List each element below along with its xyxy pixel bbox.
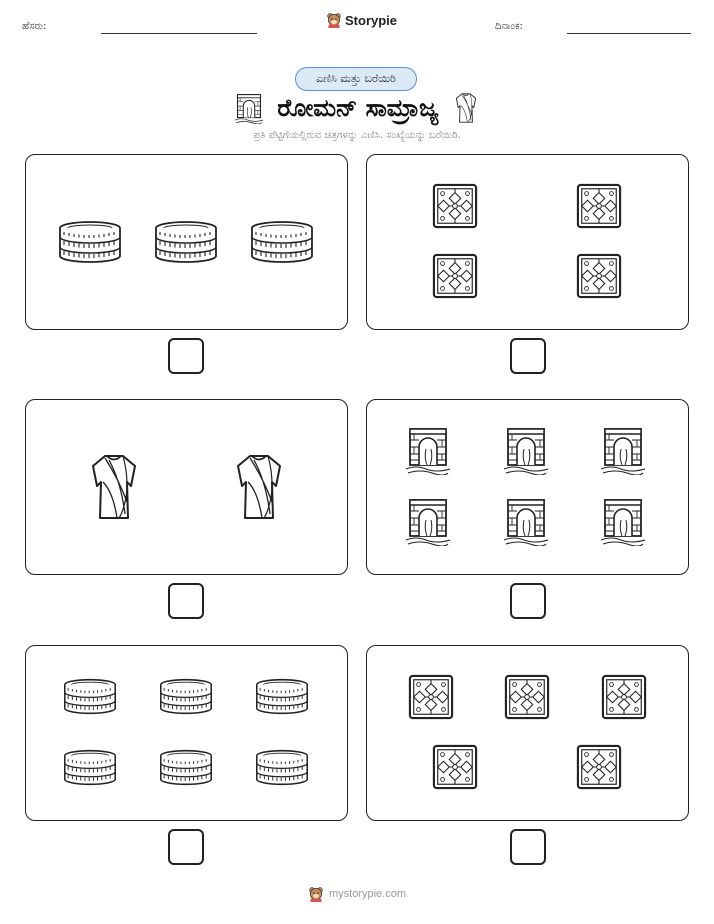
- page-title: ರೋಮನ್ ಸಾಮ್ರಾಜ್ಯ: [277, 94, 439, 122]
- answer-box-6[interactable]: [510, 829, 546, 865]
- colosseum-icon: [159, 678, 213, 715]
- mosaic-tile-icon: [576, 183, 622, 229]
- count-card-6: [366, 645, 689, 821]
- colosseum-icon: [255, 749, 309, 786]
- mosaic-tile-icon: [432, 744, 478, 790]
- aqueduct-icon: [406, 496, 450, 546]
- brand-name: Storypie: [345, 12, 398, 28]
- count-card-1: [25, 154, 348, 330]
- count-card-4: [366, 399, 689, 575]
- activity-badge: ಎಣಿಸಿ ಮತ್ತು ಬರೆಯಿರಿ: [295, 67, 417, 91]
- toga-icon: [89, 452, 139, 522]
- colosseum-icon: [58, 220, 122, 264]
- mosaic-tile-icon: [432, 253, 478, 299]
- aqueduct-icon: [601, 496, 645, 546]
- aqueduct-icon: [504, 496, 548, 546]
- colosseum-icon: [250, 220, 314, 264]
- name-label: ಹೆಸರು:: [22, 21, 47, 32]
- colosseum-icon: [63, 749, 117, 786]
- name-line[interactable]: [101, 33, 257, 34]
- date-line[interactable]: [567, 33, 691, 34]
- footer-site[interactable]: mystorypie.com: [328, 888, 407, 900]
- count-card-5: [25, 645, 348, 821]
- count-card-3: [25, 399, 348, 575]
- date-label: ದಿನಾಂಕ:: [495, 21, 523, 32]
- brand-logo: [326, 12, 397, 28]
- aqueduct-icon: [601, 425, 645, 475]
- instructions: ಪ್ರತಿ ಪೆಟ್ಟಿಗೆಯಲ್ಲಿರುವ ಚಿತ್ರಗಳನ್ನು ಎಣಿಸಿ. ಸಂಖ್ಯೆಯನ್ನು ಬರೆಯಿರಿ.: [253, 130, 461, 141]
- colosseum-icon: [159, 749, 213, 786]
- answer-box-3[interactable]: [168, 583, 204, 619]
- aqueduct-icon: [235, 92, 263, 124]
- footer: [0, 886, 714, 902]
- answer-box-5[interactable]: [168, 829, 204, 865]
- answer-box-2[interactable]: [510, 338, 546, 374]
- aqueduct-icon: [504, 425, 548, 475]
- mosaic-tile-icon: [432, 183, 478, 229]
- bear-mascot-icon: [326, 12, 342, 28]
- mosaic-tile-icon: [576, 744, 622, 790]
- count-card-2: [366, 154, 689, 330]
- answer-box-4[interactable]: [510, 583, 546, 619]
- colosseum-icon: [154, 220, 218, 264]
- mosaic-tile-icon: [601, 674, 647, 720]
- colosseum-icon: [255, 678, 309, 715]
- title-row: [0, 91, 714, 125]
- mosaic-tile-icon: [576, 253, 622, 299]
- mosaic-tile-icon: [504, 674, 550, 720]
- aqueduct-icon: [406, 425, 450, 475]
- toga-icon: [453, 92, 479, 124]
- bear-mascot-icon: [308, 886, 324, 902]
- answer-box-1[interactable]: [168, 338, 204, 374]
- toga-icon: [234, 452, 284, 522]
- colosseum-icon: [63, 678, 117, 715]
- mosaic-tile-icon: [408, 674, 454, 720]
